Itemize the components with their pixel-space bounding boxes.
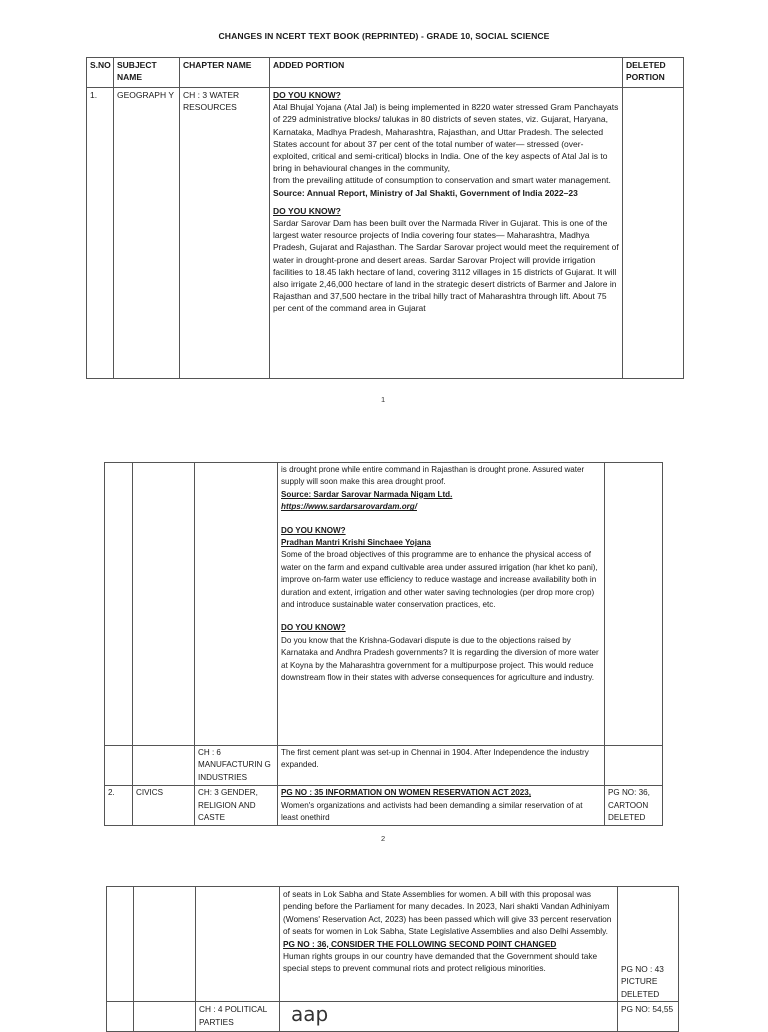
changes-table-page-2	[104, 462, 663, 826]
spacer	[281, 514, 601, 525]
ch4-deleted: PG NO: 54,55	[618, 1002, 679, 1032]
row2-text: Women's organizations and activists had been demanding a similar reservation of at least onethird	[281, 800, 583, 823]
header-chapter: CHAPTER NAME	[180, 58, 270, 88]
changes-table-page-3	[106, 886, 679, 1032]
header-deleted: DELETED PORTION	[623, 58, 684, 88]
table-row	[105, 746, 663, 786]
row2-cont-added	[280, 887, 618, 1002]
block1-source: Source: Annual Report, Ministry of Jal Shakti, Government of India 2022–23	[273, 187, 578, 198]
row1-chapter: CH : 3 WATER RESOURCES	[180, 88, 270, 379]
header-sno: S.NO	[87, 58, 114, 88]
cont-text: is drought prone while entire command in Rajasthan is drought prone. Assured water supply will soon make this area drought proof.	[281, 465, 585, 487]
ch6-deleted	[605, 746, 663, 786]
picture-deleted-note: PG NO : 43 PICTURE DELETED	[621, 964, 664, 999]
ch4-chapter: CH : 4 POLITICAL PARTIES	[196, 1002, 280, 1032]
table-row	[105, 786, 663, 826]
row2-cont-heading: PG NO : 36, CONSIDER THE FOLLOWING SECOND POINT CHANGED	[283, 938, 557, 949]
row1-cont-deleted	[605, 463, 663, 746]
row1-cont-added	[278, 463, 605, 746]
row2-deleted: PG NO: 36, CARTOON DELETED	[605, 786, 663, 826]
header-added: ADDED PORTION	[270, 58, 623, 88]
party-logo-text: aap	[291, 1002, 329, 1027]
table-row	[87, 88, 684, 379]
block4-text: Do you know that the Krishna-Godavari dispute is due to the objections raised by Karnataka and Andhra Pradesh governments? It is regarding the diversion of more water at Koyna by the Maharashtra government for a multipurpose project. This would reduce downstream flow in their states with adverse consequences for agriculture and industry.	[281, 635, 599, 683]
row1-cont-sno	[105, 463, 133, 746]
block1-text2: from the prevailing attitude of consumption to conservation and smart water management.	[273, 175, 611, 186]
row2-subject: CIVICS	[133, 786, 195, 826]
row2-heading: PG NO : 35 INFORMATION ON WOMEN RESERVATION ACT 2023,	[281, 788, 532, 798]
row1-deleted	[623, 88, 684, 379]
table-row	[105, 463, 663, 746]
do-you-know-heading: DO YOU KNOW?	[281, 525, 346, 535]
block2-text: Sardar Sarovar Dam has been built over the Narmada River in Gujarat. This is one of the largest water resource projects of India covering four states— Maharashtra, Madhya Pradesh, Gujarat and Rajasthan. The Sardar Sarovar project would meet the requirement of water in drought-prone and desert areas. Sardar Sarovar Project will provide irrigation facilities to 18.45 lakh hectare of land, covering 3112 villages in 15 districts of Gujarat. It will also irrigate 2,46,000 hectare of land in the strategic desert districts of Barmer and Jalore in Rajasthan and 37,500 hectare in the tribal hilly tract of Maharashtra through lift. About 75 per cent of the command area in Gujarat	[273, 218, 619, 314]
source-link[interactable]: https://www.sardarsarovardam.org/	[281, 502, 417, 512]
ch4-added	[280, 1002, 618, 1032]
header-subject: SUBJECT NAME	[114, 58, 180, 88]
table-header-row	[87, 58, 684, 88]
row2-cont-sno	[107, 887, 134, 1002]
page-number: 2	[381, 834, 386, 843]
table-row	[107, 887, 679, 1002]
ch4-subject	[134, 1002, 196, 1032]
spacer	[281, 611, 601, 622]
block3-text: Some of the broad objectives of this programme are to enhance the physical access of water on the farm and expand cultivable area under assured irrigation (har khet ko pani), improve on-farm water use efficiency to reduce wastage and increase availability both in duration and extent, irrigation and other water saving technologies (per drop more crop) and introduce sustainable water conservation practices, etc.	[281, 550, 598, 610]
row2-cont-text: of seats in Lok Sabha and State Assemblies for women. A bill with this proposal was pending before the Parliament for many decades. In 2023, Nari shakti Vandan Adhiniyam (Womens' Reservation Act, 2023) has been passed which will give 33 percent reservation of seats for women in Lok Sabha, State Legislative Assemblies and also Delhi Assembly.	[283, 889, 612, 937]
row2-sno: 2.	[105, 786, 133, 826]
do-you-know-heading: DO YOU KNOW?	[273, 90, 341, 100]
ch4-sno	[107, 1002, 134, 1032]
table-row	[107, 1002, 679, 1032]
page-number: 1	[381, 395, 386, 404]
row2-cont-subject	[134, 887, 196, 1002]
row2-chapter: CH: 3 GENDER, RELIGION AND CASTE	[195, 786, 278, 826]
ch6-subject	[133, 746, 195, 786]
row2-cont-chapter	[196, 887, 280, 1002]
ch6-added: The first cement plant was set-up in Chennai in 1904. After Independence the industry expanded.	[278, 746, 605, 786]
row1-subject: GEOGRAPH Y	[114, 88, 180, 379]
ch6-sno	[105, 746, 133, 786]
row2-cont-text2: Human rights groups in our country have demanded that the Government should take special steps to prevent communal riots and protect religious minorities.	[283, 951, 598, 974]
ch6-chapter: CH : 6 MANUFACTURIN G INDUSTRIES	[195, 746, 278, 786]
document-title: CHANGES IN NCERT TEXT BOOK (REPRINTED) - GRADE 10, SOCIAL SCIENCE	[218, 31, 550, 41]
row1-cont-chapter	[195, 463, 278, 746]
changes-table-page-1	[86, 57, 684, 379]
row2-added	[278, 786, 605, 826]
cont-source: Source: Sardar Sarovar Narmada Nigam Ltd.	[281, 489, 453, 499]
block1-text: Atal Bhujal Yojana (Atal Jal) is being implemented in 8220 water stressed Gram Panchayats of 229 administrative blocks/ talukas in 80 districts of seven states, viz. Gujarat, Haryana, Karnataka, Madhya Pradesh, Maharashtra, Rajasthan, and Uttar Pradesh. The selected States account for about 37 per cent of the total number of water— stressed (over-exploited, critical and semi-critical) blocks in India. One of the key aspects of Atal Jal is to bring in behavioural changes in the community,	[273, 102, 619, 174]
pmksy-heading: Pradhan Mantri Krishi Sinchaee Yojana	[281, 538, 431, 548]
do-you-know-heading: DO YOU KNOW?	[281, 623, 346, 633]
row1-sno: 1.	[87, 88, 114, 379]
row1-cont-subject	[133, 463, 195, 746]
row1-added	[270, 88, 623, 379]
do-you-know-heading: DO YOU KNOW?	[273, 205, 341, 216]
row2-cont-deleted	[618, 887, 679, 1002]
